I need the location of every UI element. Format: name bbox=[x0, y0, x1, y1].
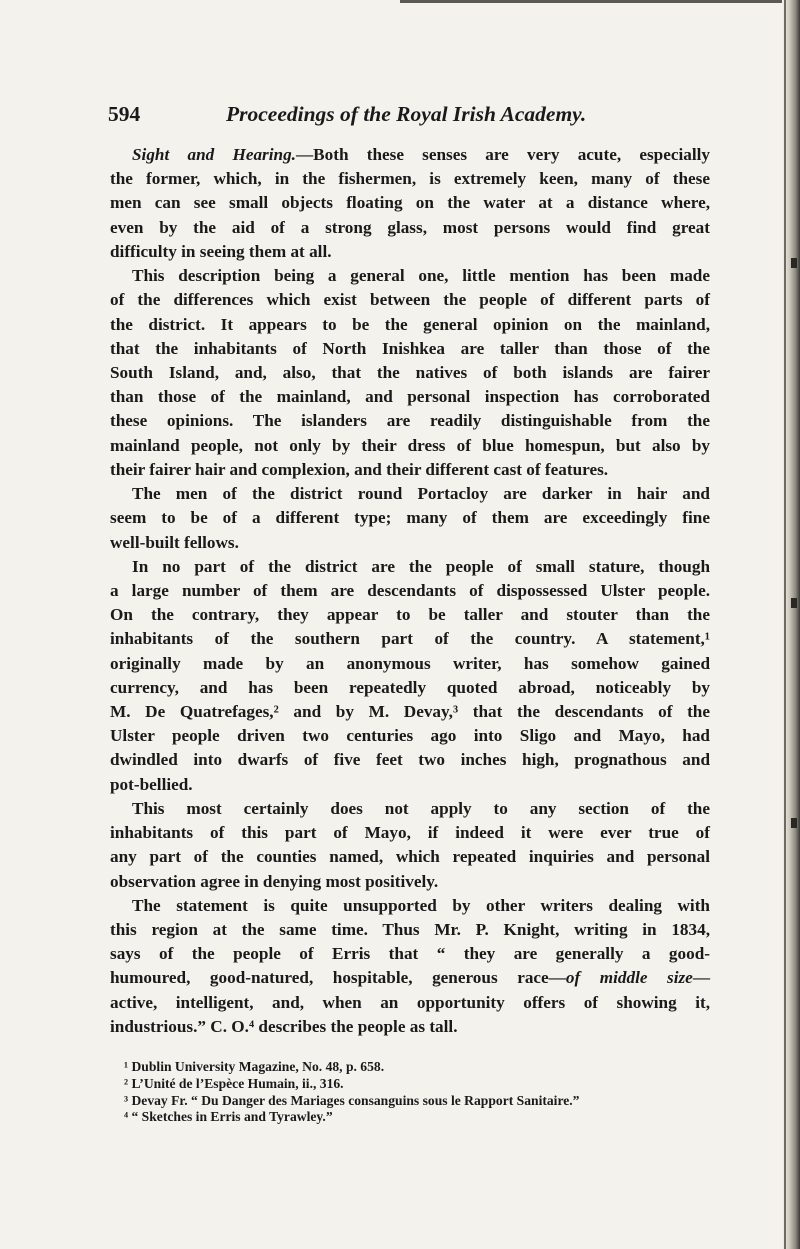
text-line: active, intelligent, and, when an opportunity offers of showing it, bbox=[110, 992, 710, 1012]
text-line: a large number of them are descendants of dispossessed Ulster people. bbox=[110, 580, 710, 600]
paragraph bbox=[110, 797, 710, 894]
binding-mark bbox=[791, 818, 797, 828]
text-line: difficulty in seeing them at all. bbox=[110, 241, 332, 261]
text-line: this region at the same time. Thus Mr. P. Knight, writing in 1834, bbox=[110, 920, 710, 939]
italic-phrase: of middle size bbox=[565, 968, 693, 988]
text-line: South Island, and, also, that the natives of both islands are fairer bbox=[110, 362, 710, 382]
text-line: This description being a general one, little mention has been made bbox=[132, 266, 710, 286]
text-line: The men of the district round Portacloy are darker in hair and bbox=[132, 484, 710, 504]
footnote: ² L’Unité de l’Espèce Humain, ii., 316. bbox=[124, 1075, 344, 1091]
text-line: than those of the mainland, and personal inspection has corroborated bbox=[110, 387, 710, 407]
text-line: humoured, good-natured, hospitable, generous race—of middle size— bbox=[110, 968, 710, 988]
binding-mark bbox=[791, 598, 797, 608]
footnotes bbox=[110, 1059, 710, 1126]
text-line: currency, and has been repeatedly quoted abroad, noticeably by bbox=[110, 677, 710, 697]
text-line: M. De Quatrefages,² and by M. Devay,³ that the descendants of the bbox=[110, 702, 710, 722]
text-line: these opinions. The islanders are readily distinguishable from the bbox=[110, 411, 710, 431]
text-line: inhabitants of the southern part of the country. A statement,¹ bbox=[110, 629, 710, 649]
article-body bbox=[110, 143, 710, 1039]
text-line: inhabitants of this part of Mayo, if indeed it were ever true of bbox=[110, 823, 710, 843]
footnote: ³ Devay Fr. “ Du Danger des Mariages consanguins sous le Rapport Sanitaire.” bbox=[124, 1092, 580, 1108]
text-line: says of the people of Erris that “ they are generally a good- bbox=[110, 944, 710, 964]
paragraph bbox=[110, 555, 710, 797]
text-line: Ulster people driven two centuries ago into Sligo and Mayo, had bbox=[110, 726, 710, 746]
paragraph bbox=[110, 143, 710, 264]
top-edge-rule bbox=[400, 0, 800, 3]
text-line: men can see small objects floating on the water at a distance where, bbox=[110, 193, 710, 213]
paragraph bbox=[110, 482, 710, 555]
text-line: This most certainly does not apply to any section of the bbox=[132, 798, 710, 818]
text-line: of the differences which exist between the people of different parts of bbox=[110, 290, 710, 310]
text-line: any part of the counties named, which repeated inquiries and personal bbox=[110, 847, 710, 867]
text-line: their fairer hair and complexion, and their different cast of features. bbox=[110, 459, 609, 479]
text-line: dwindled into dwarfs of five feet two inches high, prognathous and bbox=[110, 750, 710, 770]
text-line: mainland people, not only by their dress of blue homespun, but also by bbox=[110, 435, 710, 455]
page-number: 594 bbox=[108, 102, 141, 126]
text-line: originally made by an anonymous writer, has somehow gained bbox=[110, 653, 710, 673]
text-line: The statement is quite unsupported by other writers dealing with bbox=[132, 895, 710, 915]
text-line: observation agree in denying most positively. bbox=[110, 871, 439, 891]
text-line: well-built fellows. bbox=[110, 532, 239, 552]
text-line: that the inhabitants of North Inishkea are taller than those of the bbox=[110, 338, 710, 358]
running-head: Proceedings of the Royal Irish Academy. bbox=[226, 102, 587, 126]
paragraph bbox=[110, 894, 710, 1039]
text-line: the former, which, in the fishermen, is extremely keen, many of these bbox=[110, 169, 710, 189]
page-binding-edge bbox=[784, 0, 786, 1249]
binding-mark bbox=[791, 258, 797, 268]
section-lead: Sight and Hearing. bbox=[132, 145, 296, 164]
paragraph bbox=[110, 264, 710, 482]
text-line: seem to be of a different type; many of them are exceedingly fine bbox=[110, 508, 710, 528]
text-line: industrious.” C. O.⁴ describes the people as tall. bbox=[110, 1016, 458, 1036]
text-line: In no part of the district are the people of small stature, though bbox=[132, 556, 710, 576]
text-line: pot-bellied. bbox=[110, 774, 193, 794]
text-line: Sight and Hearing.—Both these senses are very acute, especially bbox=[132, 145, 711, 164]
footnote: ¹ Dublin University Magazine, No. 48, p. 658. bbox=[124, 1059, 385, 1074]
text-line: the district. It appears to be the general opinion on the mainland, bbox=[110, 314, 710, 334]
text-line: even by the aid of a strong glass, most persons would find great bbox=[110, 217, 710, 237]
text-line: On the contrary, they appear to be taller and stouter than the bbox=[110, 605, 710, 625]
footnote: ⁴ “ Sketches in Erris and Tyrawley.” bbox=[124, 1109, 333, 1125]
